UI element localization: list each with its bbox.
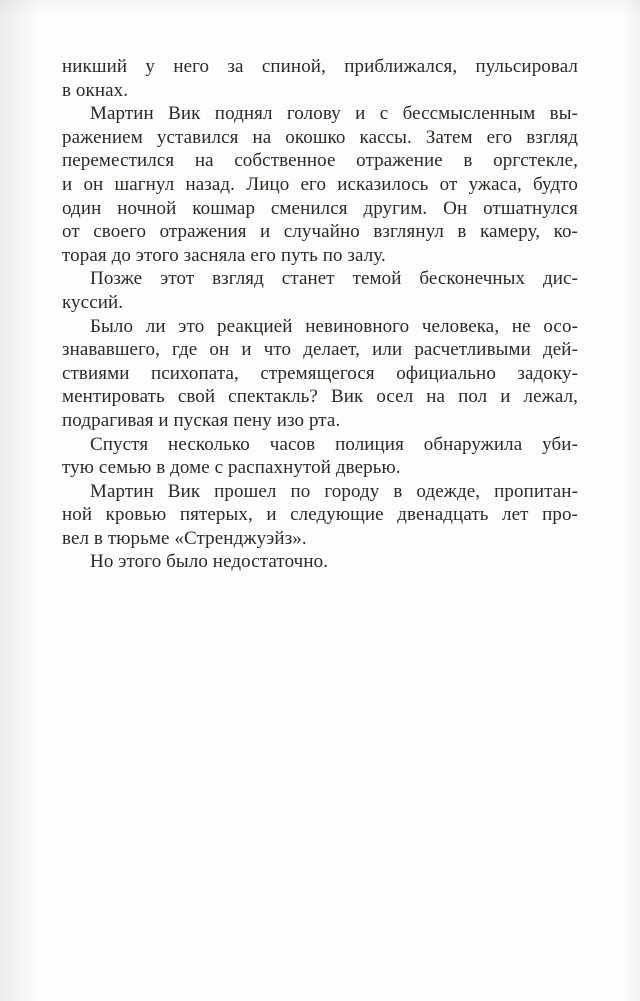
text-line: торая до этого засняла его путь по залу. <box>62 244 386 266</box>
text-line: ной кровью пятерых, и следующие двенадцать лет про- <box>62 504 578 526</box>
text-line: вел в тюрьме «Стренджуэйз». <box>62 527 307 549</box>
text-line: куссий. <box>62 291 124 313</box>
text-line: знававшего, где он и что делает, или расчетливыми дей- <box>62 339 578 361</box>
text-line: Мартин Вик прошел по городу в одежде, пропитан- <box>90 480 578 502</box>
page-text <box>62 55 578 574</box>
paragraph <box>62 315 578 433</box>
text-line: ментировать свой спектакль? Вик осел на пол и лежал, <box>62 386 578 408</box>
page-edge-shadow-top <box>0 0 640 16</box>
paragraph <box>62 267 578 314</box>
page-edge-shadow-left <box>0 0 42 1001</box>
text-line: тую семью в доме с распахнутой дверью. <box>62 457 401 479</box>
paragraph <box>62 102 578 267</box>
text-line: и он шагнул назад. Лицо его исказилось от ужаса, будто <box>62 173 578 195</box>
text-line: Мартин Вик поднял голову и с бессмысленным вы- <box>90 103 578 125</box>
page-edge-shadow-right <box>622 0 640 1001</box>
text-line: ражением уставился на окошко кассы. Затем его взгляд <box>62 126 578 148</box>
text-line: от своего отражения и случайно взглянул в камеру, ко- <box>62 221 578 243</box>
paragraph <box>62 433 578 480</box>
text-line: один ночной кошмар сменился другим. Он отшатнулся <box>62 197 578 219</box>
text-line: Позже этот взгляд станет темой бесконечных дис- <box>90 268 578 290</box>
text-line: Спустя несколько часов полиция обнаружила уби- <box>90 433 578 455</box>
text-line: Было ли это реакцией невиновного человека, не осо- <box>90 315 578 337</box>
paragraph <box>62 55 578 102</box>
paragraph <box>62 480 578 551</box>
text-line: подрагивая и пуская пену изо рта. <box>62 409 341 431</box>
paragraph <box>62 550 578 574</box>
text-line: Но этого было недостаточно. <box>90 551 329 573</box>
text-line: в окнах. <box>62 79 129 101</box>
text-line: никший у него за спиной, приближался, пульсировал <box>62 56 578 77</box>
text-line: переместился на собственное отражение в оргстекле, <box>62 150 578 172</box>
text-line: ствиями психопата, стремящегося официально задоку- <box>62 362 578 384</box>
